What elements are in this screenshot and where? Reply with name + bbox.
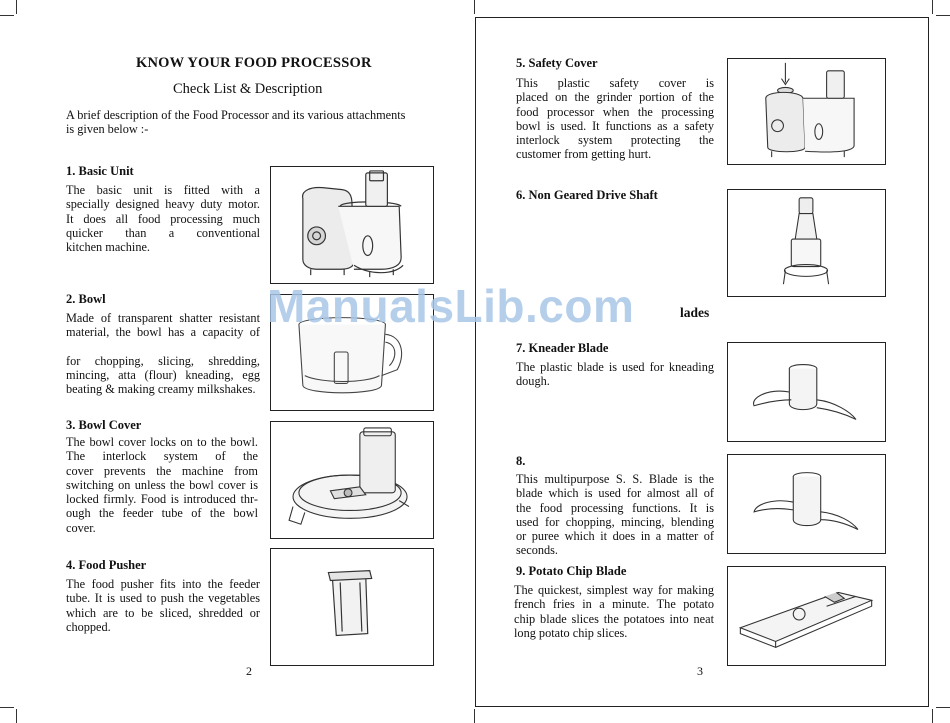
crop-mark (16, 0, 17, 14)
page-number-right: 3 (697, 664, 703, 678)
ss-blade-image (727, 454, 886, 554)
page-number-left: 2 (246, 664, 252, 678)
section-heading-safety-cover: 5. Safety Cover (516, 56, 598, 70)
crop-mark (932, 0, 933, 14)
crop-mark (474, 709, 475, 723)
food-pusher-image (270, 548, 434, 666)
potato-chip-blade-image (727, 566, 886, 666)
section-heading-kneader-blade: 7. Kneader Blade (516, 341, 609, 355)
bowl-cover-description: The bowl cover locks on to the bowl. The interlock system of the cover prevents the machine from switching on unless the bowl cover is locked firmly. Food is introduced thr- ough the feeder tube of the bowl cover. (66, 435, 258, 535)
safety-cover-description: This plastic safety cover is placed on the grinder portion of the food processor when the processing bowl is used. It functions as a safety interlock system protecting the customer from getting hurt. (516, 76, 714, 162)
bowl-cover-image (270, 421, 434, 539)
section-heading-drive-shaft: 6. Non Geared Drive Shaft (516, 188, 658, 202)
section-heading-food-pusher: 4. Food Pusher (66, 558, 147, 572)
crop-mark (932, 709, 933, 723)
kneader-blade-description: The plastic blade is used for kneading dough. (516, 360, 714, 389)
crop-mark (936, 15, 950, 16)
crop-mark (0, 15, 14, 16)
watermark: ManualsLib.com (267, 280, 635, 332)
section-heading-bowl: 2. Bowl (66, 292, 106, 306)
basic-unit-image (270, 166, 434, 284)
section-heading-potato-chip-blade: 9. Potato Chip Blade (516, 564, 627, 578)
crop-mark (474, 0, 475, 14)
potato-chip-blade-description: The quickest, simplest way for making french fries in a minute. The potato chip blade slices the potatoes into neat long potato chip slices. (514, 583, 714, 640)
drive-shaft-image (727, 189, 886, 297)
section-heading-basic-unit: 1. Basic Unit (66, 164, 134, 178)
safety-cover-image (727, 58, 886, 165)
ss-blade-description: This multipurpose S. S. Blade is the blade which is used for almost all of the food processing functions. It is used for chopping, mincing, blending or puree which it does in a matter of seconds. (516, 472, 714, 558)
bowl-description: Made of transparent shatter resistant material, the bowl has a capacity of for chopping, slicing, shredding, mincing, atta (flour) kneading, egg beating & making creamy milkshakes. (66, 311, 260, 397)
page-subtitle: Check List & Description (173, 81, 323, 97)
blades-section-label: lades (680, 305, 710, 320)
crop-mark (0, 707, 14, 708)
food-pusher-description: The food pusher fits into the feeder tube. It is used to push the vegetables which are to be sliced, shredded or chopped. (66, 577, 260, 634)
section-heading-bowl-cover: 3. Bowl Cover (66, 418, 142, 432)
kneader-blade-image (727, 342, 886, 442)
crop-mark (16, 709, 17, 723)
intro-text: A brief description of the Food Processor and its various attachments is given below :- (66, 108, 406, 137)
basic-unit-description: The basic unit is fitted with a specially designed heavy duty motor. It does all food processing much quicker than a conventional kitchen machine. (66, 183, 260, 255)
section-heading-ss-blade: 8. (516, 454, 526, 468)
page-title: KNOW YOUR FOOD PROCESSOR (136, 55, 372, 71)
crop-mark (936, 707, 950, 708)
